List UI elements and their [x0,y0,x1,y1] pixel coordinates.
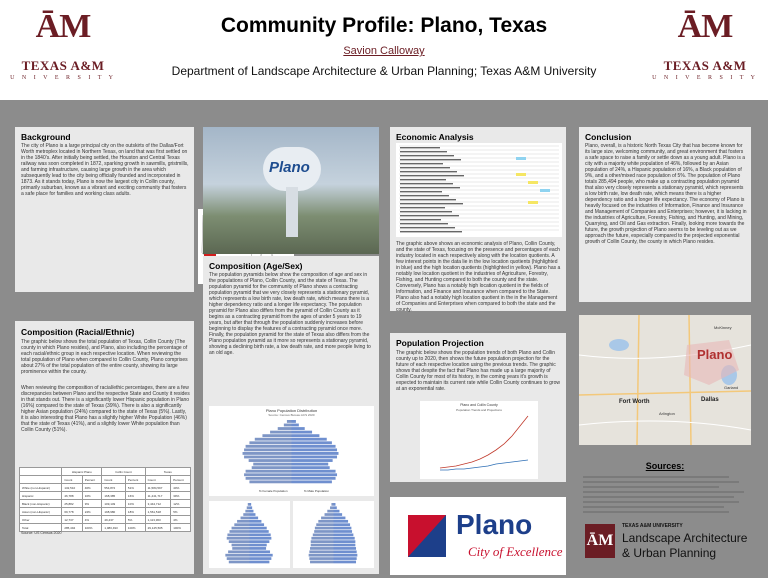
laup-logo-line1: TEXAS A&M UNIVERSITY [622,523,683,529]
pyramid-bar [292,445,336,448]
pyramid-bar [334,550,357,553]
plano-water-tower-photo [203,127,379,254]
table-cell [400,195,449,196]
pyramid-bar [292,431,313,434]
table-cell [400,167,450,168]
race-table-source: Source: US Census 2020 [21,531,62,535]
pyramid-bar [334,510,340,513]
projection-text: The graphic below shows the population trends of both Plano and Collin county up to 2020, then shows the future population projection for the future of each respective location using the previous trends. The graphic shows that despite the fact that Plano has made up a large majority of Collin County for most of its history, in the coming years it's growth is expected to maintain its current rate while Collin County continues to grow at an exponential rate. [396,350,560,392]
pyramid-bar [334,513,343,516]
pyramid-bar [227,537,250,540]
projection-section [390,333,566,482]
pyramid-bar [334,503,336,506]
table-cell: 69,778 [62,508,82,516]
table-cell: 16% [125,492,145,500]
table-cell [400,211,452,212]
table-row [20,516,191,524]
table-cell [400,219,441,220]
pyramid-bar [225,554,249,557]
table-cell [400,183,453,184]
table-cell: 100% [125,524,145,532]
pyramid-bar [270,431,291,434]
pyramid-bar [229,530,249,533]
table-cell: 39% [171,492,191,500]
table-header: Percent [125,476,145,484]
pyramid-bar [334,534,354,537]
tamu-logo-mark: ĀM [677,8,733,45]
projection-chart [420,401,538,479]
table-row [20,484,191,492]
poster-title: Community Profile: Plano, Texas [220,14,548,37]
pyramid-bar [227,534,249,537]
table-header: Percent [171,476,191,484]
table-cell [20,468,62,476]
laup-logo-line3: & Urban Planning [622,546,717,560]
plano-population-pyramid [209,406,374,496]
projection-chart-title: Plano and Collin County [460,403,498,407]
table-cell: 5% [171,508,191,516]
map-roads-icon [579,315,751,445]
composition-race-text2: When reviewing the composition of racial/ethic percentages, there are a few discrepancies between Plano and the respective State and County it resides in that stands out. There is a significantly lower Hispanic population in Plano (16%) compared to the state of Texas (39%). There is also a significantly higher Asian population (24%) compared to the state of Texas (5%). Lastly, it is also interesting that Plano has a slightly higher White Population (46%) that the state of Texas (41%), and a slightly lower White population than Collin County (51%). [21,385,190,433]
table-cell: 4% [171,516,191,524]
table-header: Count [62,476,82,484]
pyramid-bar [334,537,355,540]
projection-heading: Population Projection [396,338,484,348]
composition-age-text: The population pyramids below show the composition of age and sex in the populations of Plano, Collin County, and the state of Texas. The population pyramid for the community of Plano shows a contracting population pyramid that we very closely represents a stationary pyramid, which represents a low birth rate, low death rate, which means there is a higher dependency ratio and a longer life expectancy. The population pyramid for Plano also differs from the pyramid of Collin County as it begins as a contracting pyramid from the ages of under 5 years to 19 years, but after that through the population suddenly increases before beginning to display the features of a contracting pyramid once more. Finally, the population pyramid for the state of Texas also differs from the Plano population pyramid as it more so represents a stationary pyramid, showing a declining birth rate, a low death rate, and more people living to an old age. [209,272,371,356]
pyramid-bars [293,501,374,568]
pyramid-bar [325,513,334,516]
table-highlight [516,157,526,160]
table-cell: 5% [125,516,145,524]
pyramid-bar [243,513,249,516]
table-cell: 1,113,363 [145,516,171,524]
laup-logo [579,520,751,575]
tamu-logo-name: TEXAS A&M [663,58,747,73]
pyramid-bar [292,452,339,455]
pyramid-bar [250,530,269,533]
economic-section [390,127,566,311]
pyramid-bar [250,534,271,537]
pyramid-bar [250,527,267,530]
pyramid-bar [316,523,333,526]
table-cell: Other [20,516,62,524]
water-tower-label: Plano [269,159,310,176]
table-highlight [540,189,550,192]
table-cell: 11,584,597 [145,484,171,492]
pyramid-bar [250,554,273,557]
table-cell: 554,872 [102,484,126,492]
pyramid-bar [292,470,336,473]
table-cell: 3,444,712 [145,500,171,508]
poster-body [0,100,768,578]
collin-population-pyramid [209,501,290,568]
table-cell: 16% [82,492,102,500]
poster-department: Department of Landscape Architecture & Urban Planning; Texas A&M University [171,64,597,78]
economic-text: The graphic above shows an economic analysis of Plano, Collin County, and the state of Texas, focusing on the presence and percentages of each industry located in each respectively along with the location quotients. A few interest points in the data lie in the low location quotients (highlighted in blue) and the high location quotients (highlighted in yellow). Plano has a notably low location quotient in the industries of Agriculture, Forestry, Fishing, and Hunting compared to both the county and the state. Conversely, Plano has a notably high location quotient in the fields of Information, and Finance and Insurance when compared to the State. Plano also had a notably high location quotient in the in the Management of Companies and Enterprises when compared to both the state and the county. [396,241,561,313]
table-cell: 132,510 [62,484,82,492]
pyramid-bar [252,466,292,469]
table-cell [400,159,461,160]
table-group-header: Hispanic Plano [62,468,102,476]
pyramid-bar [334,544,356,547]
pyramid-bar [334,517,346,520]
table-cell [400,151,447,152]
table-header: Count [145,476,171,484]
pyramid-bar [249,441,291,444]
pyramid-bar [334,530,353,533]
table-cell: 18% [125,508,145,516]
pyramid-bar [232,547,249,550]
pyramid-bar [250,561,270,564]
background-text: The city of Plano is a large principal city on the outskirts of the Dallas/Fort Worth metroplex located in Northern Texas, on land that was first settled on in the 1840's. After initially being settled, the Houston and Central Texas railway was soon completed in 1872, sparking growth in sawmills, gristmills, and farming infrastructure, causing large growth in the area which subsequently lead to the city being officially founded and incorporated in 1873. As it stands today, Plano is now the largest city in Collin county, primarily suburban, known as a vibrant and exciting community that fosters a safe place for families and working class adults. [21,143,189,197]
table-cell: 1,080,493 [102,524,126,532]
pyramid-bar [250,540,270,543]
pyramid-bar [309,550,333,553]
pyramid-bar [327,510,333,513]
table-cell: 285,494 [62,524,82,532]
pyramid-bar [309,557,333,560]
pyramid-bar [310,547,333,550]
pyramid-bar [292,448,338,451]
composition-race-heading: Composition (Racial/Ethnic) [21,327,135,337]
pyramid-bar [227,557,250,560]
pyramid-bar [292,456,338,459]
table-highlight [528,201,538,204]
table-cell: Black (non-Hispanic) [20,500,62,508]
conclusion-heading: Conclusion [585,132,632,142]
poster-header [0,0,768,100]
pyramid-bar [278,427,292,430]
pyramid-bar [246,477,292,480]
pyramid-title: Plano Population Distribution [265,408,318,413]
table-cell [400,203,463,204]
pyramid-bar [253,463,291,466]
economic-table-image [396,143,562,237]
pyramid-bar [310,561,333,564]
pyramid-bar [334,554,358,557]
pyramid-bar [292,477,336,480]
table-cell: White (non-Hispanic) [20,484,62,492]
pyramid-bar [334,547,357,550]
projection-lines [420,414,538,478]
table-cell [400,155,454,156]
table-cell [400,179,446,180]
table-cell: 49,437 [102,516,126,524]
table-cell: 100% [82,524,102,532]
plano-logo-word: Plano [456,509,533,540]
pyramid-bar [250,520,262,523]
table-cell: 1,561,518 [145,508,171,516]
poster-author [0,45,768,57]
pyramid-legend-female: % Female Population [259,489,288,493]
table-cell [400,175,464,176]
background-heading: Background [21,132,71,142]
composition-race-section [15,321,194,574]
pyramid-bar [262,434,291,437]
tamu-logo-sub: U N I V E R S I T Y [652,75,758,81]
pyramid-bar [250,544,267,547]
projection-chart-subtitle: Population Trends and Projections [456,408,502,412]
water-tower-column [286,187,298,237]
table-cell: 198,980 [102,508,126,516]
pyramid-bar [292,441,332,444]
economic-table-graphic [396,143,562,237]
pyramid-bar [292,463,329,466]
pyramid-bar [245,510,249,513]
table-cell: Total [20,524,62,532]
table-cell: 40% [171,484,191,492]
table-cell: 9% [82,500,102,508]
pyramid-bar [229,540,250,543]
pyramid-bar [232,527,250,530]
race-table [19,467,191,532]
pyramid-bar [249,459,292,462]
pyramid-bar [334,523,351,526]
texas-population-pyramid [293,501,374,568]
pyramid-bar [292,434,320,437]
map-label-mckinney: McKinney [714,325,732,330]
pyramid-bar [311,540,334,543]
pyramid-bar [244,473,291,476]
pyramid-bar [237,520,249,523]
laup-logo-line2: Landscape Architecture [622,531,748,545]
table-cell [400,171,457,172]
pyramid-bar [292,473,338,476]
pyramid-bar [315,527,334,530]
pyramid-bar [334,520,349,523]
conclusion-section [579,127,751,302]
table-cell: 51% [125,484,145,492]
table-header: Count [102,476,126,484]
table-cell: 10% [125,500,145,508]
tamu-logo-sub: U N I V E R S I T Y [10,75,116,81]
pyramid-bar [313,534,334,537]
pyramid-bar [250,517,259,520]
dfw-area-map [579,315,751,445]
pyramid-bar [250,510,254,513]
table-cell: 11,441,717 [145,492,171,500]
pyramid-bar [292,424,299,427]
pyramid-bar [250,550,271,553]
pyramid-bar [250,557,272,560]
table-cell [400,187,460,188]
table-cell [400,231,462,232]
map-label-dallas: Dallas [701,397,719,403]
table-cell [400,227,455,228]
pyramid-bar [234,523,249,526]
map-label-arlington: Arlington [659,411,675,416]
table-group-row [20,468,191,476]
composition-race-text1: The graphic below shows the total population of Texas, Collin County (The county in which Plano resides), and Plano, also including the percentage of each racial/ethnic group in each respective location. When reviewing the total population of Plano when compared to Collin County, Plano comprises about 27% of the total population of the entire county, showing its large prominence within the county. [21,339,188,375]
map-label-plano: Plano [697,347,733,362]
table-row [20,500,191,508]
pyramid-bar [250,537,272,540]
pyramid-bar [246,470,292,473]
plano-star-logo-icon [404,511,450,561]
table-cell: Hispanic [20,492,62,500]
background-section [15,127,194,292]
table-cell: 168,385 [102,492,126,500]
pyramid-bar [250,547,267,550]
pyramid-bar [244,448,291,451]
table-cell: Asian (non-Hispanic) [20,508,62,516]
table-cell: 109,149 [102,500,126,508]
pyramid-legend-male: % Male Population [304,489,330,493]
pyramid-bar [331,503,333,506]
table-row [20,508,191,516]
pyramid-bar [248,503,250,506]
projection-series-line [440,416,528,468]
pyramid-bar [255,438,292,441]
table-cell: 100% [171,524,191,532]
sources-list-graphic [579,474,751,514]
tamu-logo-name: TEXAS A&M [21,58,105,73]
pyramid-bar [292,466,330,469]
pyramid-bar [246,445,292,448]
table-highlight [516,173,526,176]
pyramid-bar [250,506,253,509]
table-cell: 24% [82,508,102,516]
pyramid-bars [209,418,374,488]
plano-city-logo [390,497,566,575]
pyramid-bar [247,506,250,509]
pyramid-bar [309,554,334,557]
table-cell [400,207,445,208]
tamu-logo-mark: ĀM [35,8,91,45]
pyramid-bar [249,480,291,483]
table-row [20,492,191,500]
pyramid-bar [232,544,250,547]
pyramid-bar [243,452,292,455]
pyramid-bar [292,427,305,430]
pyramid-bar [292,420,296,423]
author-name: Savion Calloway [343,45,425,57]
pyramid-bar [334,527,352,530]
table-header: Percent [82,476,102,484]
map-label-garland: Garland [724,385,739,390]
pyramid-bar [334,557,357,560]
pyramid-bar [244,456,291,459]
pyramid-bar [334,506,337,509]
table-cell [400,223,448,224]
pyramid-bar [321,517,333,520]
plano-logo-tagline: City of Excellence [468,544,563,559]
pyramid-bar [292,438,327,441]
tamu-box-icon: ĀM [585,524,615,558]
table-cell [400,215,459,216]
table-header [20,476,62,484]
pyramid-bar [292,459,333,462]
table-cell [400,163,443,164]
table-group-header: Collin Count [102,468,145,476]
pyramid-bar [292,480,332,483]
pyramid-bar [314,530,333,533]
table-highlight [528,181,538,184]
pyramid-bar [334,540,356,543]
pyramid-bar [334,561,357,564]
pyramid-subtitle: Source: Census Bureau ACS 2020 [268,413,315,417]
pyramid-bar [318,520,333,523]
pyramid-bar [250,513,256,516]
sources-heading: Sources: [645,461,685,471]
pyramid-bar [250,503,252,506]
table-cell: 12% [171,500,191,508]
pyramid-bar [311,544,334,547]
map-label-fort-worth: Fort Worth [619,399,650,405]
pyramid-bar [287,420,292,423]
table-group-header: Texas [145,468,190,476]
table-cell [400,147,440,148]
economic-heading: Economic Analysis [396,132,474,142]
composition-age-heading: Composition (Age/Sex) [209,261,303,271]
table-cell: 25,882 [62,500,82,508]
composition-age-section [203,256,379,574]
pyramid-bar [330,506,333,509]
pyramid-bar [229,561,250,564]
pyramid-bar [311,537,333,540]
conclusion-text: Plano, overall, is a historic North Texas City that has become known for its large size, welcoming community, and great environment that fosters a safe space to raise a family or settle down as a young adult. Plano is a city with a majority white population of 46%, followed by an Asian population of 24%, a Hispanic population of 16%, a Black population of 9%, and a other/mixed race population of 5%. The population of Plano totals 285,494 people, who make up a contracting population pyramid that also very closely represents a stationary pyramid, which represents a low birth rate, low death rate, which means there is a higher dependency ratio and a longer life expectancy. The economy of Plano is heavily focused on the industries of Information, Finance and Insurance and Management of Companies and Enterprises; however, it is lacking in the industries of Agriculture, Forestry, Fishing, and Hunting, and Mining, Quarrying, and Oil and Gas extraction. Finally, looking more towards the future, the growth projection of Plano seems to be leveling out as we approach the future, especially compared to the projected exponential growth of Collin County, the county in which Plano resides. [585,143,747,245]
table-header-row [20,476,191,484]
table-cell: 46,788 [62,492,82,500]
table-cell [400,199,456,200]
table-cell: 29,145,505 [145,524,171,532]
table-cell: 46% [82,484,102,492]
sources-section [579,458,751,513]
table-cell: 4% [82,516,102,524]
pyramid-bar [250,523,265,526]
table-cell [400,191,442,192]
table-cell: 12,737 [62,516,82,524]
pyramid-bar [228,550,249,553]
pyramid-bar [241,517,250,520]
pyramid-bar [284,424,292,427]
pyramid-bars [209,501,290,568]
projection-series-line [440,460,528,470]
